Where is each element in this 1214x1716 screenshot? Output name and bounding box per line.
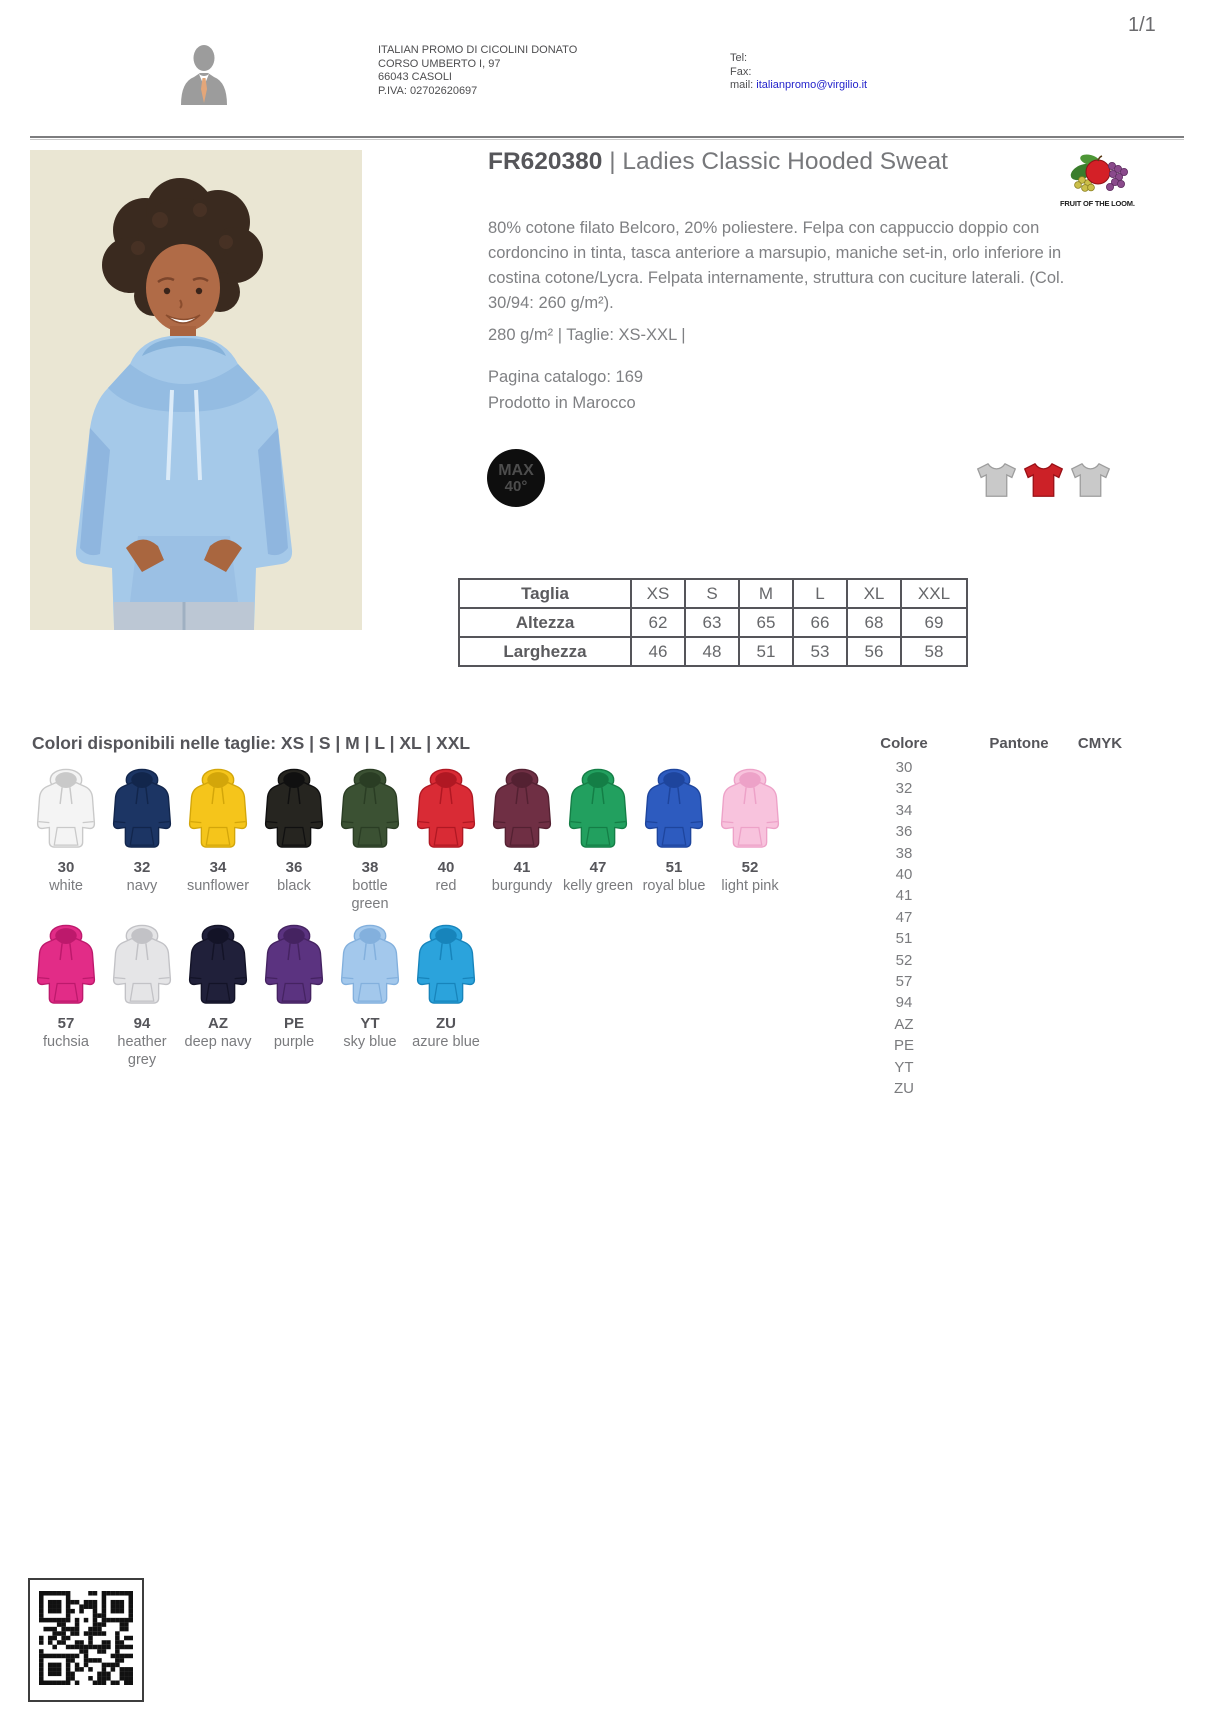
color-swatch-36 [256, 757, 332, 913]
size-table-value-cell: 63 [685, 608, 739, 637]
swatch-name: heather grey [117, 1034, 167, 1068]
header-divider [30, 136, 1184, 140]
hoodie-swatch-icon [414, 757, 478, 851]
color-swatch-41 [484, 757, 560, 913]
color-swatch-47 [560, 757, 636, 913]
size-table-row-label: Larghezza [459, 637, 631, 666]
size-table-row [459, 608, 967, 637]
size-table-size-header: XXL [901, 579, 967, 608]
size-table-row [459, 637, 967, 666]
color-swatch-57 [28, 913, 104, 1069]
catalog-block [488, 364, 643, 416]
hoodie-swatch-icon [338, 757, 402, 851]
swatch-code: 36 [285, 859, 303, 876]
color-code-item: PE [893, 1037, 914, 1055]
color-swatch-AZ [180, 913, 256, 1069]
hoodie-swatch-icon [414, 913, 478, 1007]
hoodie-swatch-icon [262, 913, 326, 1007]
size-table-size-header: S [685, 579, 739, 608]
fruit-of-the-loom-logo [1060, 150, 1135, 212]
swatch-name: sky blue [343, 1034, 397, 1050]
color-swatch-YT [332, 913, 408, 1069]
color-code-list [872, 757, 936, 1100]
swatch-name: royal blue [642, 878, 706, 894]
company-avatar-icon [180, 44, 228, 105]
color-code-item: YT [894, 1058, 914, 1076]
red-tshirt-icon [1023, 462, 1064, 498]
hoodie-swatch-icon [262, 757, 326, 851]
hoodie-swatch-icon [338, 913, 402, 1007]
color-swatch-34 [180, 757, 256, 913]
hoodie-swatch-icon [566, 757, 630, 851]
product-photo [30, 150, 362, 630]
swatch-code: 41 [513, 859, 531, 876]
swatch-code: 32 [133, 859, 151, 876]
size-table-corner-label: Taglia [459, 579, 631, 608]
fax-line: Fax: [730, 65, 752, 78]
page-number: 1/1 [1128, 14, 1156, 36]
swatch-name: deep navy [184, 1034, 252, 1050]
grey-tshirt-icon [976, 462, 1017, 498]
tshirt-icons-row [976, 462, 1112, 498]
swatch-name: purple [273, 1034, 315, 1050]
cmyk-column-header: CMYK [1077, 735, 1123, 752]
product-title: FR620380 | Ladies Classic Hooded Sweat [488, 148, 948, 175]
swatch-code: PE [283, 1015, 304, 1032]
color-code-item: 41 [895, 887, 913, 905]
color-code-item: 32 [895, 780, 913, 798]
color-swatch-52 [712, 757, 788, 913]
size-table [458, 578, 968, 667]
hoodie-swatch-icon [110, 757, 174, 851]
color-swatch-ZU [408, 913, 484, 1069]
color-code-item: 30 [895, 759, 913, 776]
company-city: 66043 CASOLI [378, 71, 452, 83]
catalog-page-line: Pagina catalogo: 169 [488, 368, 644, 386]
swatch-name: kelly green [562, 878, 634, 894]
made-in-line: Prodotto in Marocco [488, 394, 636, 412]
size-table-value-cell: 46 [631, 637, 685, 666]
swatch-name: bottle green [351, 878, 389, 912]
swatch-code: 38 [361, 859, 379, 876]
hoodie-swatch-icon [34, 913, 98, 1007]
size-table-size-header: XS [631, 579, 685, 608]
size-table-value-cell: 56 [847, 637, 901, 666]
color-swatch-PE [256, 913, 332, 1069]
color-code-item: AZ [894, 1015, 914, 1033]
color-swatch-51 [636, 757, 712, 913]
grey-tshirt-icon [1070, 462, 1111, 498]
swatch-name: light pink [721, 878, 779, 894]
size-table-value-cell: 66 [793, 608, 847, 637]
swatch-name: fuchsia [43, 1034, 89, 1050]
hoodie-swatch-icon [186, 757, 250, 851]
product-name: Ladies Classic Hooded Sweat [622, 148, 948, 175]
hoodie-swatch-icon [34, 757, 98, 851]
fruit-cluster-icon [1060, 150, 1132, 194]
size-table-value-cell: 58 [901, 637, 967, 666]
hoodie-swatch-icon [110, 913, 174, 1007]
color-code-item: 52 [895, 951, 913, 969]
size-table-value-cell: 69 [901, 608, 967, 637]
swatch-code: 52 [741, 859, 759, 876]
swatch-row-2 [28, 913, 484, 1069]
size-table-value-cell: 65 [739, 608, 793, 637]
swatch-code: 30 [57, 859, 75, 876]
swatch-name: burgundy [491, 878, 553, 894]
color-code-item: 36 [895, 823, 913, 841]
size-table-size-header: L [793, 579, 847, 608]
swatch-code: 34 [209, 859, 227, 876]
color-swatch-38 [332, 757, 408, 913]
company-street: CORSO UMBERTO I, 97 [378, 57, 501, 70]
color-code-item: 47 [895, 908, 913, 926]
size-table-value-cell: 53 [793, 637, 847, 666]
color-code-item: 51 [895, 930, 913, 948]
size-table-size-header: XL [847, 579, 901, 608]
company-vat: P.IVA: 02702620697 [378, 84, 478, 97]
hoodie-swatch-icon [718, 757, 782, 851]
size-table-value-cell: 48 [685, 637, 739, 666]
pantone-column-header: Pantone [989, 735, 1049, 752]
swatch-code: 51 [665, 859, 683, 876]
max-40-wash-badge-icon: MAX 40° [487, 449, 545, 507]
brand-name: FRUIT OF THE LOOM. [1060, 199, 1135, 208]
tel-line: Tel: [730, 52, 748, 64]
swatch-code: 47 [589, 859, 607, 876]
colors-heading: Colori disponibili nelle taglie: XS | S | M | L | XL | XXL [32, 733, 471, 753]
swatch-code: 94 [133, 1015, 151, 1032]
hoodie-swatch-icon [642, 757, 706, 851]
color-code-item: 57 [895, 973, 913, 991]
color-swatch-40 [408, 757, 484, 913]
color-swatch-32 [104, 757, 180, 913]
swatch-code: ZU [436, 1015, 456, 1032]
swatch-name: navy [126, 878, 158, 894]
mail-line: mail: italianpromo@virgilio.it [730, 79, 868, 91]
hoodie-swatch-icon [186, 913, 250, 1007]
company-address-block [378, 44, 577, 98]
swatch-row-1 [28, 757, 788, 913]
size-table-row-label: Altezza [459, 608, 631, 637]
swatch-name: white [49, 878, 83, 894]
swatch-name: black [277, 878, 311, 894]
mail-link[interactable]: italianpromo@virgilio.it [756, 79, 868, 91]
color-code-item: 94 [895, 994, 913, 1012]
product-code: FR620380 [488, 148, 603, 175]
hoodie-swatch-icon [490, 757, 554, 851]
swatch-name: azure blue [412, 1034, 480, 1050]
size-table-value-cell: 68 [847, 608, 901, 637]
color-swatch-94 [104, 913, 180, 1069]
color-code-item: 34 [895, 801, 913, 819]
company-name: ITALIAN PROMO DI CICOLINI DONATO [378, 44, 578, 56]
swatch-name: sunflower [186, 878, 250, 894]
swatch-name: red [435, 878, 457, 894]
qr-code [28, 1578, 144, 1702]
swatch-code: YT [360, 1015, 380, 1032]
product-description: 80% cotone filato Belcoro, 20% poliestere. Felpa con cappuccio doppio con cordoncino in tinta, tasca anteriore a marsupio, maniche set-in, orlo inferiore in costina cotone/Lycra. Felpata internamente, struttura con cuciture laterali. (Col. 30/94: 260 g/m²). [488, 219, 1065, 312]
size-table-value-cell: 51 [739, 637, 793, 666]
swatch-code: 57 [57, 1015, 75, 1032]
color-code-item: ZU [894, 1080, 914, 1098]
size-table-size-header: M [739, 579, 793, 608]
color-code-item: 38 [895, 844, 913, 862]
weight-sizes-line: 280 g/m² | Taglie: XS-XXL | [488, 326, 686, 344]
swatch-code: AZ [208, 1015, 228, 1032]
color-code-item: 40 [895, 866, 913, 884]
swatch-code: 40 [437, 859, 455, 876]
colore-column-header: Colore [880, 735, 928, 752]
size-table-value-cell: 62 [631, 608, 685, 637]
color-swatch-30 [28, 757, 104, 913]
company-contact-block [730, 52, 867, 93]
